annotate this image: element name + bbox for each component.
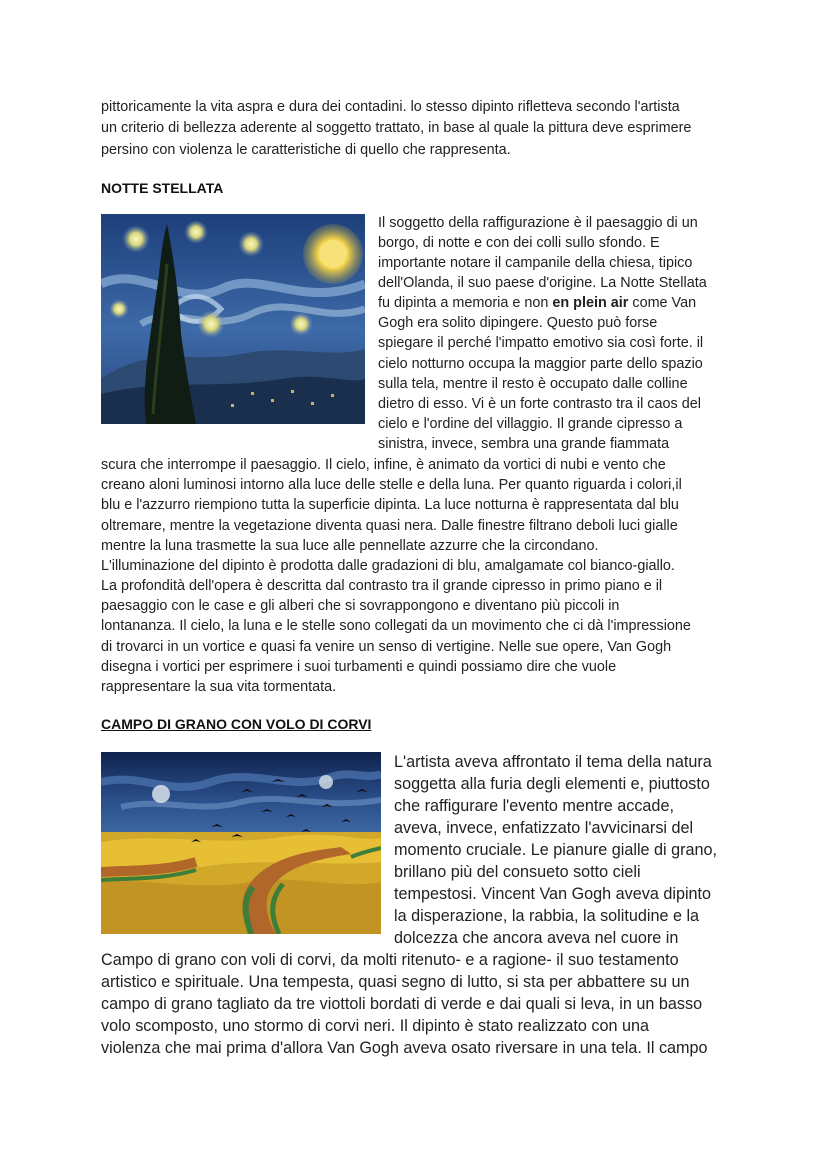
heading-notte-stellata: NOTTE STELLATA <box>101 180 224 196</box>
text-line: momento cruciale. Le pianure gialle di grano, <box>394 841 718 859</box>
text-line: paesaggio con le case e gli alberi che si sovrappongono e diventano più piccoli in <box>101 598 620 614</box>
text-line: Il soggetto della raffigurazione è il paesaggio di un <box>378 215 698 231</box>
text-line: volo scomposto, uno stormo di corvi neri. Il dipinto è stato realizzato con una <box>101 1017 649 1035</box>
text-line: soggetta alla furia degli elementi e, piuttosto <box>394 775 710 793</box>
text-line: Campo di grano con voli di corvi, da molti ritenuto- e a ragione- il suo testamento <box>101 951 679 969</box>
text-line: rappresentare la sua vita tormentata. <box>101 679 337 695</box>
text-line: sulla tela, mentre il resto è occupato dalle colline <box>378 376 688 392</box>
text-line: L'illuminazione del dipinto è prodotta dalle gradazioni di blu, amalgamate col bianco-giallo. <box>101 558 675 574</box>
wheatfield-crows-painting <box>101 752 381 934</box>
intro-line: persino con violenza le caratteristiche di quello che rappresenta. <box>101 141 511 158</box>
text-line: importante notare il campanile della chiesa, tipico <box>378 255 693 271</box>
text-line: che raffigurare l'evento mentre accade, <box>394 797 674 815</box>
text-line: Gogh era solito dipingere. Questo può forse <box>378 315 658 331</box>
text-line: La profondità dell'opera è descritta dal contrasto tra il grande cipresso in primo piano e il <box>101 578 663 594</box>
text-line: borgo, di notte e con dei colli sullo sfondo. E <box>378 235 660 251</box>
text-line: cielo notturno occupa la maggior parte dello spazio <box>378 356 703 372</box>
heading-campo-di-grano: CAMPO DI GRANO CON VOLO DI CORVI <box>101 716 372 732</box>
text-line: lontananza. Il cielo, la luna e le stelle sono collegati da un movimento che ci dà l'impressione <box>101 618 691 634</box>
text-line: cielo e l'ordine del villaggio. Il grande cipresso a <box>378 416 683 432</box>
text-line: dietro di esso. Vi è un forte contrasto tra il caos del <box>378 396 701 412</box>
text-line: dell'Olanda, il suo paese d'origine. La Notte Stellata <box>378 275 707 291</box>
text-line: scura che interrompe il paesaggio. Il cielo, infine, è animato da vortici di nubi e vento che <box>101 457 666 473</box>
text-line: violenza che mai prima d'allora Van Gogh aveva osato riversare in una tela. Il campo <box>101 1039 708 1057</box>
text-line: tempestosi. Vincent Van Gogh aveva dipinto <box>394 885 712 903</box>
intro-paragraph <box>101 97 741 161</box>
text-line: campo di grano tagliato da tre viottoli bordati di verde e dai quali si leva, in un basso <box>101 995 703 1013</box>
text-line: dolcezza che ancora aveva nel cuore in <box>394 929 679 947</box>
text-line: aveva, invece, enfatizzato l'avvicinarsi del <box>394 819 694 837</box>
text-segment: come Van <box>628 295 697 311</box>
text-segment: fu dipinta a memoria e non <box>378 295 553 311</box>
text-line: mentre la luna trasmette la sua luce alle pennellate azzurre che la circondano. <box>101 538 599 554</box>
text-line: disegna i vortici per esprimere i suoi turbamenti e quindi possiamo dire che vuole <box>101 659 617 675</box>
text-line: spiegare il perché l'impatto emotivo sia così forte. il <box>378 335 704 351</box>
text-line: sinistra, invece, sembra una grande fiammata <box>378 436 670 452</box>
text-line: oltremare, mentre la vegetazione diventa quasi nera. Dalle finestre filtrano deboli luci gialle <box>101 518 678 534</box>
text-line: L'artista aveva affrontato il tema della natura <box>394 753 712 771</box>
intro-line: pittoricamente la vita aspra e dura dei contadini. lo stesso dipinto rifletteva secondo l'artista <box>101 99 680 115</box>
text-line: la disperazione, la rabbia, la solitudine e la <box>394 907 700 925</box>
text-line: blu e l'azzurro riempiono tutta la superficie dipinta. La luce notturna è rappresentata dal blu <box>101 497 679 513</box>
text-line <box>378 295 696 311</box>
text-line: artistico e spirituale. Una tempesta, quasi segno di lutto, si sta per abbattere su un <box>101 973 690 991</box>
text-line: creano aloni luminosi intorno alla luce delle stelle e della luna. Per quanto riguarda i colori,il <box>101 477 682 493</box>
text-line: brillano più del consueto sotto cieli <box>394 863 641 881</box>
intro-line: un criterio di bellezza aderente al soggetto trattato, in base al quale la pittura deve esprimere <box>101 120 692 137</box>
starry-night-painting <box>101 214 365 424</box>
text-line: di trovarci in un vortice e quasi fa venire un senso di vertigine. Nelle sue opere, Van Gogh <box>101 639 672 655</box>
bold-term: en plein air <box>552 295 629 311</box>
